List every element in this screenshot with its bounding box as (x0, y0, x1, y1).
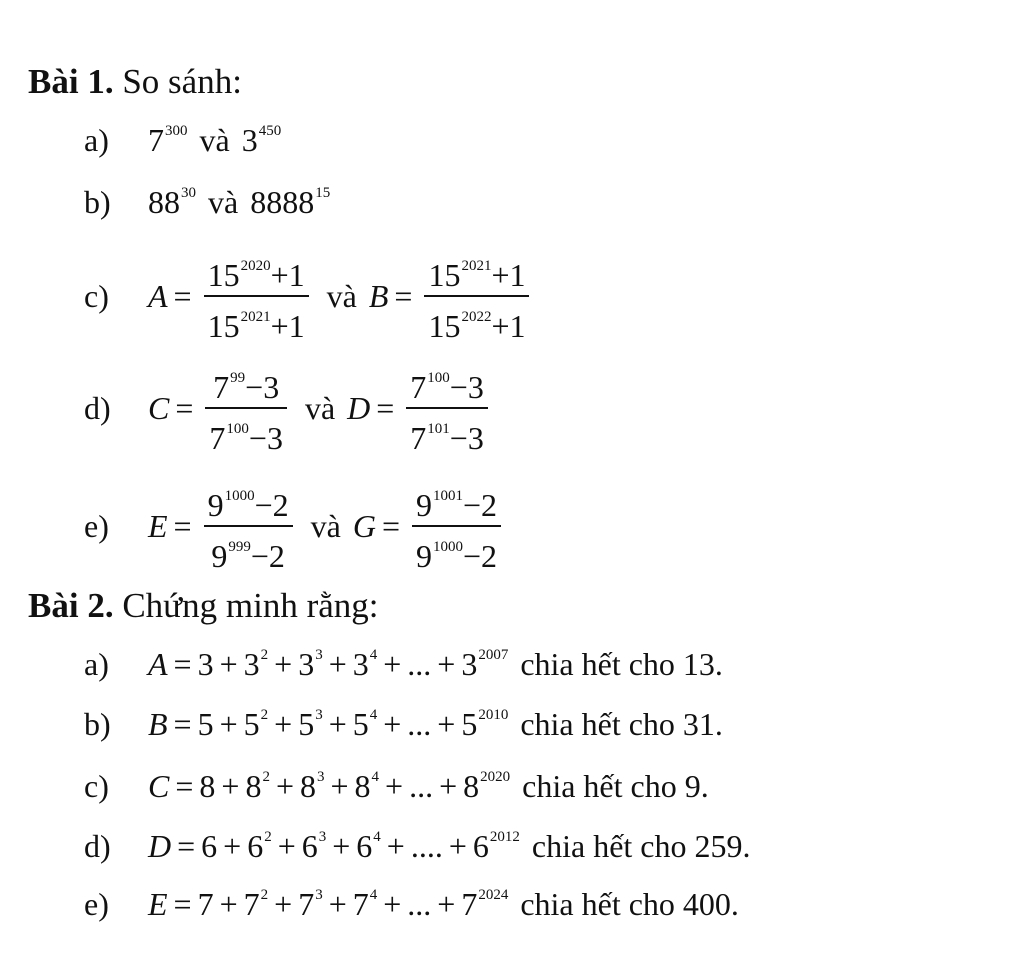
item-label: a) (84, 646, 109, 682)
bai2-item (84, 886, 751, 923)
bai1-item-b (84, 184, 330, 221)
variable: C (148, 389, 170, 426)
bai2-title: Bài 2. (28, 586, 114, 625)
item-label: d) (84, 389, 111, 426)
fraction: $\frac{9^{1000}-2}{9^{999}-2}$ (204, 476, 293, 576)
fraction: $\frac{9^{1001}-2}{9^{1000}-2}$ (412, 476, 501, 576)
math-power: 8888$^{15}$ (250, 184, 331, 220)
bai1-heading (28, 62, 242, 102)
and-word: và (326, 277, 357, 314)
variable: A (148, 277, 168, 314)
bai2-subtitle: Chứng minh rằng: (122, 586, 379, 625)
item-label: b) (84, 184, 111, 220)
bai1-item-e: e) E = $\frac{9^{1000}-2}{9^{999}-2}$ và G = $\frac{9^{1001}-2}{9^{1000}-2}$ (84, 476, 507, 576)
item-label: e) (84, 507, 109, 544)
item-text: chia hết cho 9. (522, 768, 709, 804)
bai1-item-a (84, 122, 281, 159)
item-label: e) (84, 886, 109, 922)
math-sum: $B = 5 + 5^2 + 5^3 + 5^4$ + ... + $5^{2010}$ (148, 706, 509, 742)
math-sum: $A = 3 + 3^2 + 3^3 + 3^4$ + ... + $3^{2007}$ (148, 646, 509, 682)
bai1-subtitle: So sánh: (122, 62, 242, 101)
bai2-item (84, 828, 762, 865)
and-word: và (304, 389, 336, 426)
bai1-title: Bài 1. (28, 62, 114, 101)
item-text: chia hết cho 13. (520, 646, 723, 682)
item-text: chia hết cho 31. (520, 706, 723, 742)
variable: D (347, 389, 371, 426)
math-power: $88^{30}$ (148, 184, 196, 220)
bai1-item-d: d) C = $\frac{7^{99}-3}{7^{100}-3}$ và D = $\frac{7^{100}-3}{7^{101}-3}$ (84, 358, 494, 458)
math-sum: $D = 6 + 6^2 + 6^3 + 6^4$ + .... + $6^{2012}$ (148, 828, 520, 864)
item-label: d) (84, 828, 111, 864)
item-label: c) (84, 768, 109, 804)
and-word: và (208, 184, 239, 220)
item-label: b) (84, 706, 111, 742)
and-word: và (199, 122, 230, 158)
math-power: $7^{300}$ (148, 122, 188, 158)
fraction: $\frac{15^{2021}+1}{15^{2022}+1}$ (424, 246, 529, 346)
fraction: $\frac{7^{99}-3}{7^{100}-3}$ (205, 358, 287, 458)
item-text: chia hết cho 400. (520, 886, 739, 922)
fraction: $\frac{15^{2020}+1}{15^{2021}+1}$ (204, 246, 309, 346)
item-label: a) (84, 122, 109, 158)
math-power: $3^{450}$ (241, 122, 282, 158)
math-sum: $C = 8 + 8^2 + 8^3 + 8^4$ + ... + $8^{2020}$ (148, 768, 511, 804)
bai1-item-c: c) A = $\frac{15^{2020}+1}{15^{2021}+1}$ và B = $\frac{15^{2021}+1}{15^{2022}+1}$ (84, 246, 535, 346)
bai2-item (84, 646, 735, 683)
math-sum: $E = 7 + 7^2 + 7^3 + 7^4$ + ... + $7^{2024}$ (148, 886, 509, 922)
variable: E (148, 507, 168, 544)
and-word: và (310, 507, 341, 544)
variable: G (352, 507, 376, 544)
variable: B (368, 277, 389, 314)
bai2-item (84, 706, 735, 743)
fraction: $\frac{7^{100}-3}{7^{101}-3}$ (406, 358, 488, 458)
bai2-heading (28, 586, 379, 626)
bai2-item (84, 768, 721, 805)
item-label: c) (84, 277, 109, 314)
item-text: chia hết cho 259. (531, 828, 751, 864)
